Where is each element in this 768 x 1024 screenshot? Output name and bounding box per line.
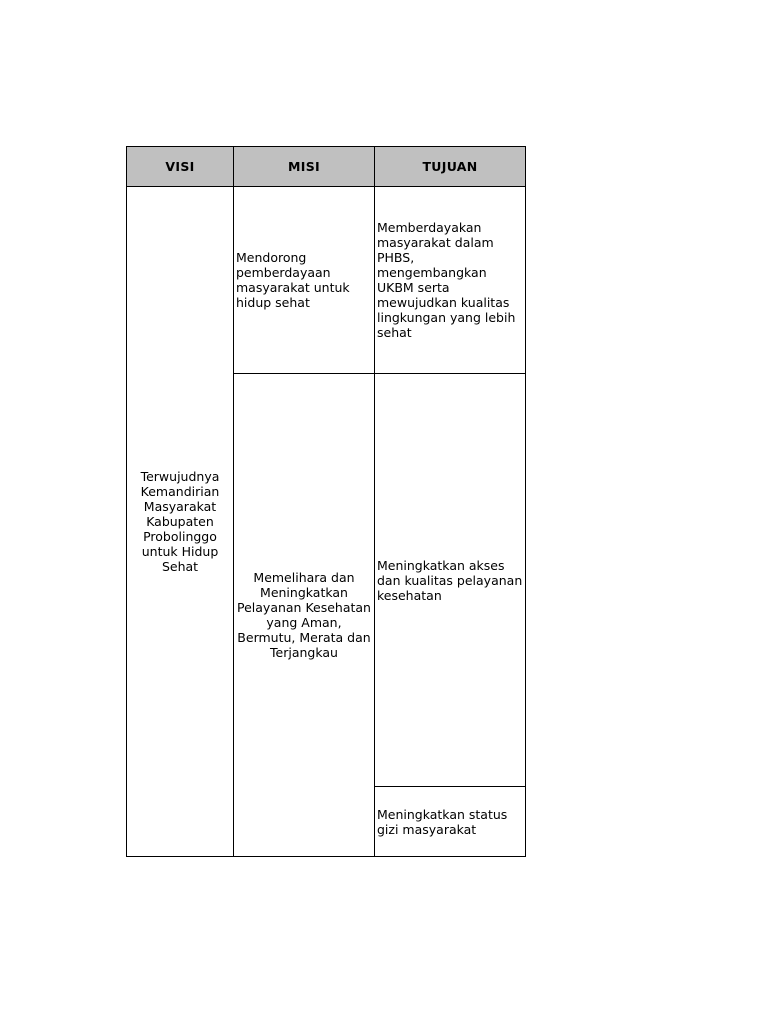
tujuan-cell	[375, 187, 526, 374]
visi-text: Terwujudnya Kemandirian Masyarakat Kabupaten Probolinggo untuk Hidup Sehat	[140, 469, 220, 574]
table-row	[127, 187, 526, 374]
tujuan-cell	[375, 374, 526, 787]
tujuan-cell	[375, 787, 526, 857]
header-misi: MISI	[234, 147, 375, 187]
tujuan-text: Memberdayakan masyarakat dalam PHBS, mengembangkan UKBM serta mewujudkan kualitas lingkungan yang lebih sehat	[377, 220, 516, 340]
visi-cell	[127, 187, 234, 857]
misi-text: Memelihara dan Meningkatkan Pelayanan Kesehatan yang Aman, Bermutu, Merata dan Terjangkau	[237, 570, 371, 660]
misi-text: Mendorong pemberdayaan masyarakat untuk hidup sehat	[236, 250, 350, 310]
misi-cell	[234, 187, 375, 374]
header-tujuan: TUJUAN	[375, 147, 526, 187]
table-body	[127, 187, 526, 857]
header-visi: VISI	[127, 147, 234, 187]
table-header	[127, 147, 526, 187]
tujuan-text: Meningkatkan status gizi masyarakat	[377, 806, 508, 837]
visi-misi-tujuan-table	[126, 146, 526, 857]
misi-cell	[234, 374, 375, 857]
tujuan-text: Meningkatkan akses dan kualitas pelayanan kesehatan	[377, 557, 523, 603]
header-row	[127, 147, 526, 187]
